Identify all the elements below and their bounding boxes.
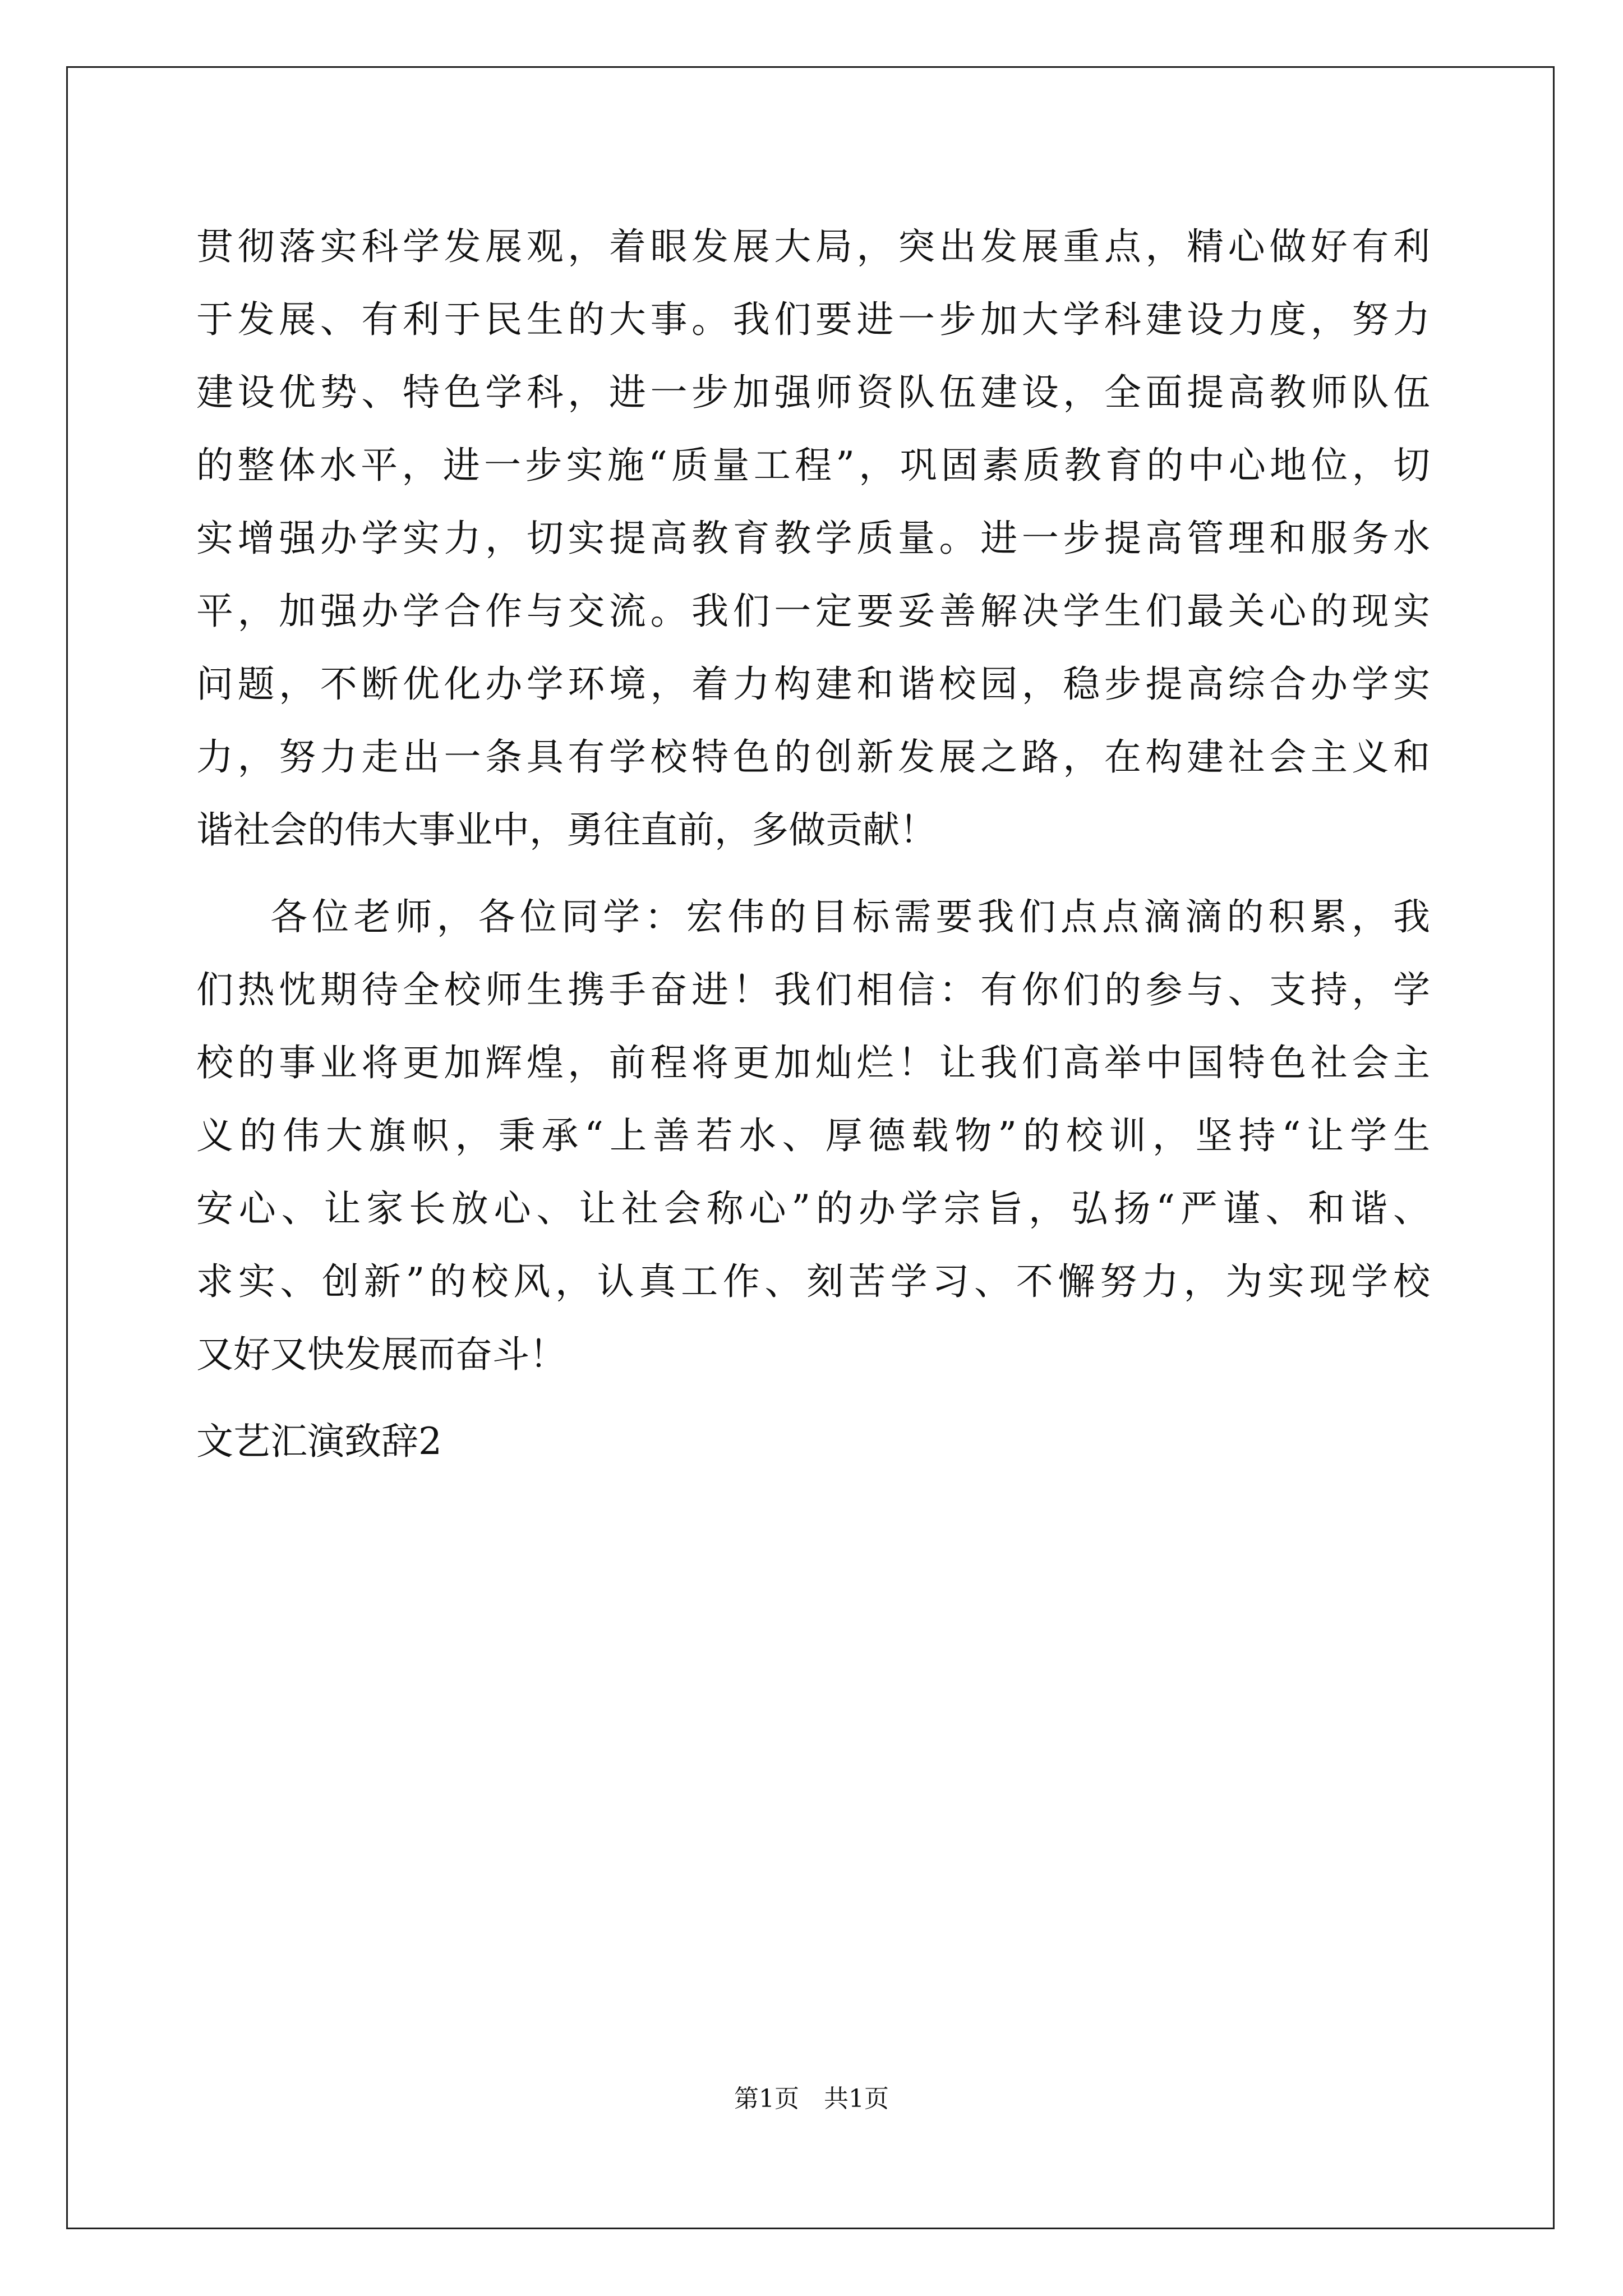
- paragraph-2-line-1: 各位老师，各位同学：宏伟的目标需要我们点点滴滴的积累，我: [270, 895, 1430, 938]
- paragraph-1-line-5: 实增强办学实力，切实提高教育教学质量。进一步提高管理和服务水: [196, 517, 1430, 560]
- page-footer: 第1页 共1页: [734, 2085, 889, 2113]
- paragraph-2-line-4: 义的伟大旗帜，秉承“上善若水、厚德载物”的校训，坚持“让学生: [196, 1114, 1430, 1157]
- section-heading: 文艺汇演致辞2: [196, 1420, 442, 1463]
- paragraph-1-line-8: 力，努力走出一条具有学校特色的创新发展之路，在构建社会主义和: [196, 735, 1430, 779]
- paragraph-2-line-5: 安心、让家长放心、让社会称心”的办学宗旨，弘扬“严谨、和谐、: [196, 1187, 1430, 1230]
- paragraph-2-line-3: 校的事业将更加辉煌，前程将更加灿烂！让我们高举中国特色社会主: [196, 1041, 1430, 1084]
- paragraph-2-line-2: 们热忱期待全校师生携手奋进！我们相信：有你们的参与、支持，学: [196, 968, 1430, 1011]
- paragraph-1-line-1: 贯彻落实科学发展观，着眼发展大局，突出发展重点，精心做好有利: [196, 225, 1430, 268]
- paragraph-1-line-3: 建设优势、特色学科，进一步加强师资队伍建设，全面提高教师队伍: [196, 371, 1430, 414]
- paragraph-1-line-2: 于发展、有利于民生的大事。我们要进一步加大学科建设力度，努力: [196, 298, 1430, 341]
- paragraph-1-line-4: 的整体水平，进一步实施“质量工程”，巩固素质教育的中心地位，切: [196, 444, 1430, 487]
- paragraph-1-line-9: 谐社会的伟大事业中，勇往直前，多做贡献！: [196, 808, 937, 852]
- paragraph-2-line-7: 又好又快发展而奋斗！: [196, 1333, 566, 1376]
- paragraph-1-line-7: 问题，不断优化办学环境，着力构建和谐校园，稳步提高综合办学实: [196, 662, 1430, 706]
- paragraph-2-line-6: 求实、创新”的校风，认真工作、刻苦学习、不懈努力，为实现学校: [196, 1260, 1430, 1303]
- paragraph-1-line-6: 平，加强办学合作与交流。我们一定要妥善解决学生们最关心的现实: [196, 590, 1430, 633]
